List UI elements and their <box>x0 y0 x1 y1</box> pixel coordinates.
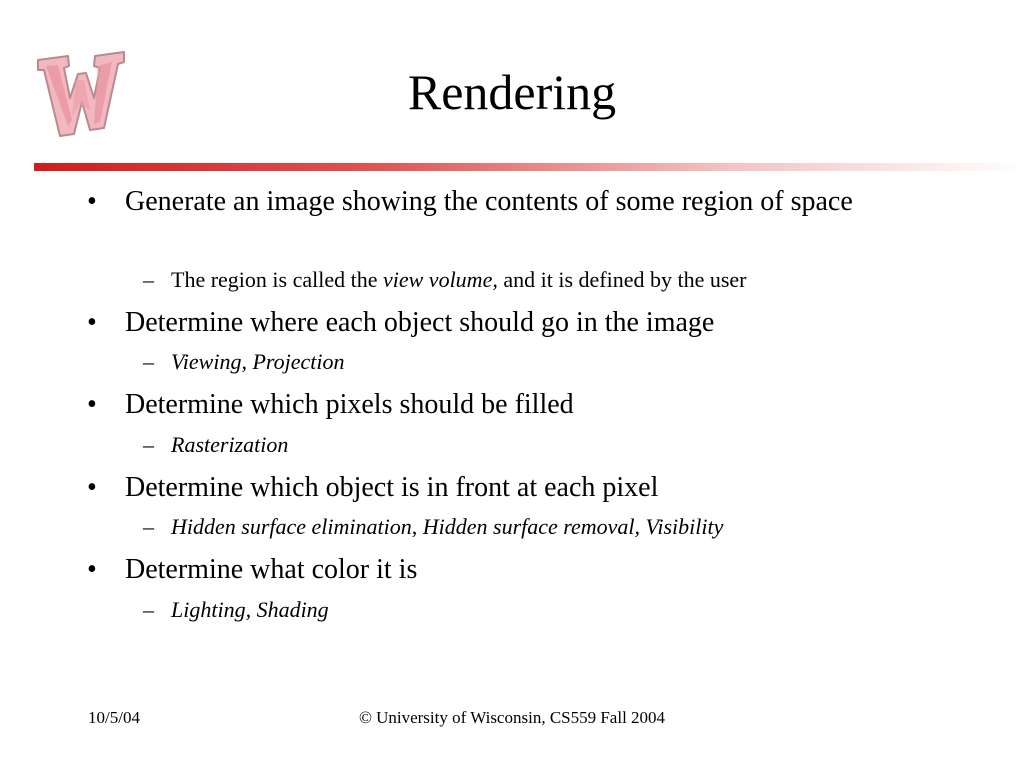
bullet-item <box>87 304 967 341</box>
sub-bullet-marker: – <box>143 432 154 457</box>
bullet-text: Determine where each object should go in the image <box>125 307 715 338</box>
bullet-item <box>87 551 967 588</box>
bullet-item <box>87 386 967 423</box>
sub-bullet-item <box>143 512 963 542</box>
bullet-marker: • <box>87 472 97 503</box>
bullet-marker: • <box>87 307 97 338</box>
sub-bullet-text: Rasterization <box>171 432 289 457</box>
bullet-text: Generate an image showing the contents of some region of space <box>125 186 853 217</box>
bullet-marker: • <box>87 554 97 585</box>
sub-bullet-marker: – <box>143 597 154 622</box>
sub-bullet-item <box>143 347 963 377</box>
sub-bullet-item <box>143 595 963 625</box>
sub-bullet-text: Lighting, Shading <box>171 597 329 622</box>
sub-bullet-item <box>143 430 963 460</box>
slide-title: Rendering <box>407 64 617 120</box>
footer-date: 10/5/04 <box>88 708 140 727</box>
sub-bullet-text: Hidden surface elimination, Hidden surface removal, Visibility <box>171 514 724 539</box>
sub-bullet-text: Viewing, Projection <box>171 349 345 374</box>
bullet-item <box>87 469 967 506</box>
sub-bullet-emphasis: view volume, <box>382 267 498 292</box>
footer-copyright: © University of Wisconsin, CS559 Fall 2004 <box>358 708 666 727</box>
sub-bullet-marker: – <box>143 267 154 292</box>
bullet-marker: • <box>87 389 97 420</box>
sub-bullet-marker: – <box>143 514 154 539</box>
bullet-marker: • <box>87 186 97 217</box>
bullet-text: Determine which pixels should be filled <box>125 389 574 420</box>
bullet-text: Determine what color it is <box>125 554 418 585</box>
sub-bullet-text <box>171 265 963 295</box>
bullet-item <box>87 183 967 220</box>
sub-bullet-text-plain: The region is called the <box>171 267 383 292</box>
sub-bullet-text-plain-end: and it is defined by the user <box>497 267 747 292</box>
sub-bullet-marker: – <box>143 349 154 374</box>
bullet-text: Determine which object is in front at each pixel <box>125 472 659 503</box>
sub-bullet-item <box>143 265 963 295</box>
